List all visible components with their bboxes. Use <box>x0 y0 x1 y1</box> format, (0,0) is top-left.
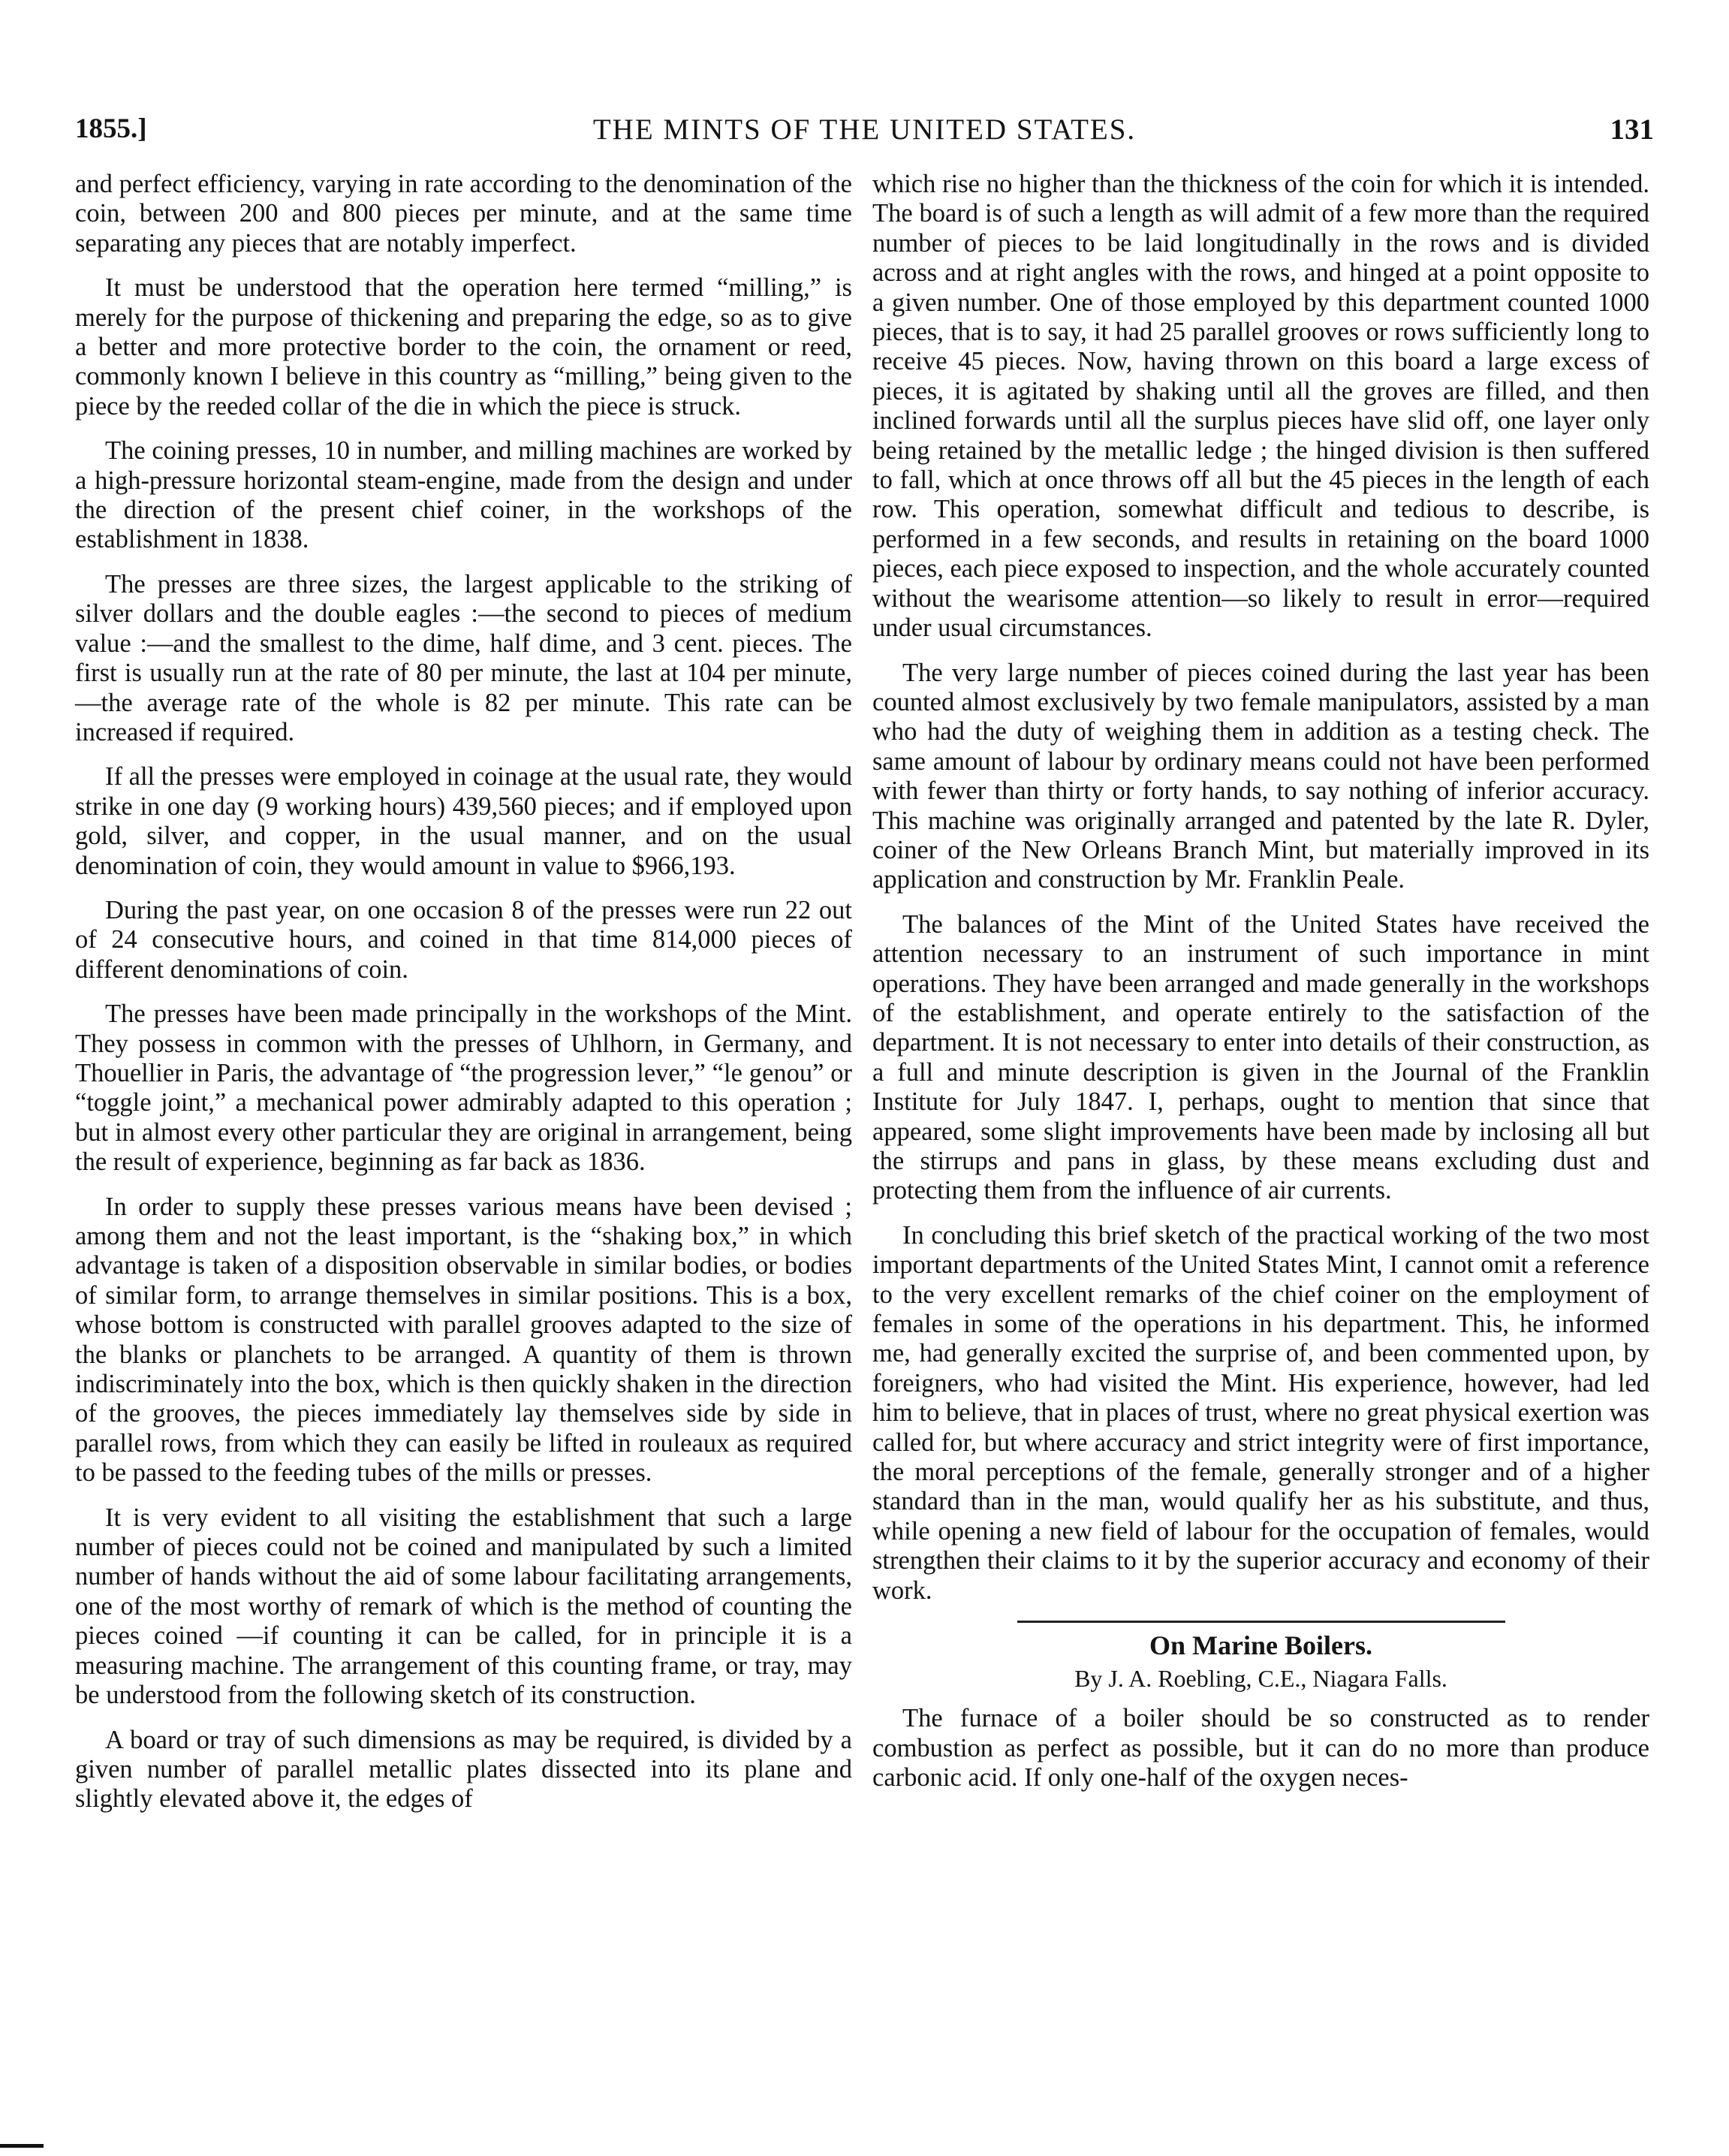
article-byline: By J. A. Roebling, C.E., Niagara Falls. <box>1074 1665 1447 1693</box>
section-divider <box>1017 1621 1505 1623</box>
paragraph: The furnace of a boiler should be so constructed as to render combustion as perfect as possible, but it can do no more than produce carbonic acid. If only one-half of the oxygen neces- <box>872 1704 1649 1792</box>
paragraph: The very large number of pieces coined during the last year has been counted almost exclusively by two female manipulators, assisted by a man who had the duty of weighing them in addition as a testing check. The same amount of labour by ordinary means could not have been performed with fewer than thirty or forty hands, to say nothing of inferior accuracy. This machine was originally arranged and patented by the late R. Dyler, coiner of the New Orleans Branch Mint, but materially improved in its application and construction by Mr. Franklin Peale. <box>872 658 1649 894</box>
paragraph: which rise no higher than the thickness of the coin for which it is intended. The board is of such a length as will admit of a few more than the required number of pieces to be laid longitudinally in the rows and is divided across and at right angles with the rows, and hinged at a point opposite to a given number. One of those employed by this department counted 1000 pieces, that is to say, it had 25 parallel grooves or rows sufficiently long to receive 45 pieces. Now, having thrown on this board a large excess of pieces, it is agitated by shaking until all the groves are filled, and then inclined forwards until all the surplus pieces have slid off, one layer only being retained by the metallic ledge ; the hinged division is then suffered to fall, which at once throws off all but the 45 pieces in the length of each row. This operation, somewhat difficult and tedious to describe, is performed in a few seconds, and results in retaining on the board 1000 pieces, each piece exposed to inspection, and the whole accurately counted without the wearisome attention—so likely to result in error—required under usual circumstances. <box>872 170 1649 643</box>
paragraph: The presses have been made principally in the workshops of the Mint. They possess in common with the presses of Uhlhorn, in Germany, and Thouellier in Paris, the advantage of “the progression lever,” “le genou” or “toggle joint,” a mechanical power admirably adapted to this operation ; but in almost every other particular they are original in arrangement, being the result of experience, beginning as far back as 1836. <box>75 1000 852 1177</box>
paragraph: In order to supply these presses various means have been devised ; among them and not the least important, is the “shaking box,” in which advantage is taken of a disposition observable in similar bodies, or bodies of similar form, to arrange themselves in similar positions. This is a box, whose bottom is constructed with parallel grooves adapted to the size of the blanks or planchets to be arranged. A quantity of them is thrown indiscriminately into the box, which is then quickly shaken in the direction of the grooves, the pieces immediately lay themselves side by side in parallel rows, from which they can easily be lifted in rouleaux as required to be passed to the feeding tubes of the mills or presses. <box>75 1192 852 1488</box>
paragraph: The presses are three sizes, the largest applicable to the striking of silver dollars and the double eagles :—the second to pieces of medium value :—and the smallest to the dime, half dime, and 3 cent. pieces. The first is usually run at the rate of 80 per minute, the last at 104 per minute,—the average rate of the whole is 82 per minute. This rate can be increased if required. <box>75 569 852 746</box>
paragraph: During the past year, on one occasion 8 of the presses were run 22 out of 24 consecutive hours, and coined in that time 814,000 pieces of different denominations of coin. <box>75 895 852 984</box>
header-year: 1855.] <box>75 113 147 144</box>
page-edge-mark <box>0 2144 44 2148</box>
paragraph: If all the presses were employed in coinage at the usual rate, they would strike in one day (9 working hours) 439,560 pieces; and if employed upon gold, silver, and copper, in the usual manner, and on the usual denomination of coin, they would amount in value to $966,193. <box>75 762 852 880</box>
paragraph: A board or tray of such dimensions as may be required, is divided by a given number of parallel metallic plates dissected into its plane and slightly elevated above it, the edges of <box>75 1725 852 1814</box>
right-column <box>872 170 1649 1808</box>
article-title: On Marine Boilers. <box>1149 1630 1372 1661</box>
paragraph: It is very evident to all visiting the establishment that such a large number of pieces could not be coined and manipulated by such a limited number of hands without the aid of some labour facilitating arrangements, one of the most worthy of remark of which is the method of counting the pieces coined —if counting it can be called, for in principle it is a measuring machine. The arrangement of this counting frame, or tray, may be understood from the following sketch of its construction. <box>75 1503 852 1710</box>
paragraph: In concluding this brief sketch of the practical working of the two most important departments of the United States Mint, I cannot omit a reference to the very excellent remarks of the chief coiner on the employment of females in some of the operations in his department. This, he informed me, had generally excited the surprise of, and been commented upon, by foreigners, who had visited the Mint. His experience, however, had led him to believe, that in places of trust, where no great physical exertion was called for, but where accuracy and strict integrity were of first importance, the moral perceptions of the female, generally stronger and of a higher standard than in the man, would qualify her as his substitute, and thus, while opening a new field of labour for the occupation of females, would strengthen their claims to it by the superior accuracy and economy of their work. <box>872 1220 1649 1605</box>
paragraph: The coining presses, 10 in number, and milling machines are worked by a high-pressure horizontal steam-engine, made from the design and under the direction of the present chief coiner, in the workshops of the establishment in 1838. <box>75 436 852 554</box>
running-title: THE MINTS OF THE UNITED STATES. <box>592 113 1137 146</box>
paragraph: and perfect efficiency, varying in rate according to the denomination of the coin, between 200 and 800 pieces per minute, and at the same time separating any pieces that are notably imperfect. <box>75 170 852 258</box>
page-number: 131 <box>1610 113 1654 146</box>
left-column <box>75 170 852 1829</box>
running-header <box>75 113 1654 155</box>
paragraph: It must be understood that the operation here termed “milling,” is merely for the purpose of thickening and preparing the edge, so as to give a better and more protective border to the coin, the ornament or reed, commonly known I believe in this country as “milling,” being given to the piece by the reeded collar of the die in which the piece is struck. <box>75 273 852 421</box>
paragraph: The balances of the Mint of the United States have received the attention necessary to an instrument of such importance in mint operations. They have been arranged and made generally in the workshops of the establishment, and operate entirely to the satisfaction of the department. It is not necessary to enter into details of their construction, as a full and minute description is given in the Journal of the Franklin Institute for July 1847. I, perhaps, ought to mention that since that appeared, some slight improvements have been made by inclosing all but the stirrups and pans in glass, by these means excluding dust and protecting them from the influence of air currents. <box>872 909 1649 1205</box>
